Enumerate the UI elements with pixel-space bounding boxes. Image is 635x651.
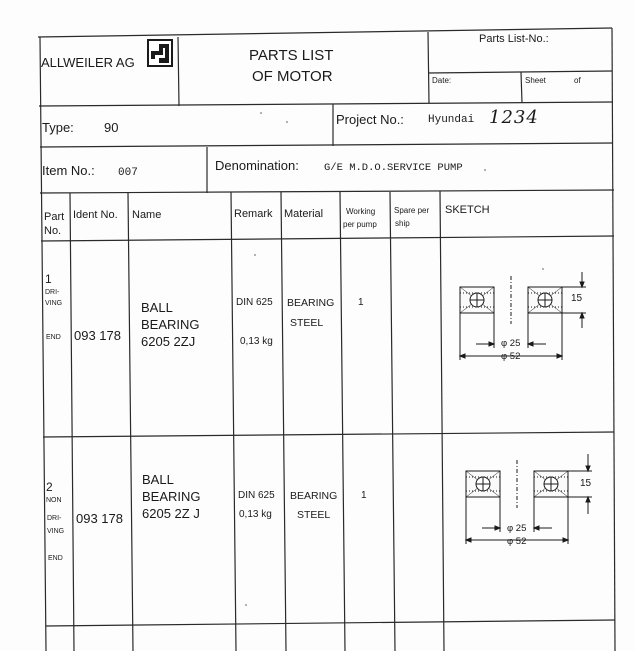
col-part-no-line1: Part	[44, 211, 65, 223]
col-spare-line1: Spare per	[394, 206, 430, 215]
row1-material-line1: BEARING	[287, 297, 335, 309]
row1-part-no: 1	[45, 272, 52, 286]
row2-material-line2: STEEL	[297, 509, 331, 521]
col-sketch: SKETCH	[445, 204, 490, 216]
type-label: Type:	[42, 120, 74, 135]
row2-material-line1: BEARING	[290, 490, 338, 502]
row2-ident-no: 093 178	[76, 511, 123, 526]
col-working-line2: per pump	[343, 220, 377, 229]
allweiler-logo	[147, 39, 173, 67]
scan-speck	[245, 604, 247, 606]
row2-working: 1	[361, 490, 367, 501]
project-no-value: Hyundai	[428, 114, 475, 126]
parts-list-no-label: Parts List-No.:	[479, 33, 549, 45]
row2-sketch-inner-diameter: φ 25	[507, 523, 527, 534]
denomination-label: Denomination:	[215, 158, 299, 173]
scan-speck	[286, 121, 288, 123]
item-no-value: 007	[118, 167, 138, 179]
col-ident-no: Ident No.	[73, 209, 118, 221]
col-working-line1: Working	[346, 207, 376, 216]
denomination-value: G/E M.D.O.SERVICE PUMP	[324, 162, 463, 174]
row2-remark-line1: DIN 625	[238, 490, 275, 501]
row2-remark-line2: 0,13 kg	[239, 509, 272, 520]
col-material: Material	[284, 208, 324, 220]
row1-name-line3: 6205 2ZJ	[141, 334, 196, 349]
row1-side-line1: DRI-	[45, 289, 60, 296]
of-label: of	[574, 76, 581, 85]
scan-speck	[254, 254, 256, 256]
sheet-label: Sheet	[525, 76, 546, 85]
scan-speck	[484, 169, 486, 171]
col-name: Name	[132, 209, 162, 221]
document-title-line2: OF MOTOR	[252, 68, 333, 85]
row1-material-line2: STEEL	[290, 317, 324, 329]
col-spare-line2: ship	[395, 219, 410, 228]
row1-remark-line1: DIN 625	[236, 297, 273, 308]
row2-name-line1: BALL	[142, 472, 174, 487]
row2-sketch-outer-diameter: φ 52	[507, 536, 527, 547]
row1-side-line3: END	[46, 334, 61, 341]
row1-sketch-outer-diameter: φ 52	[501, 351, 521, 362]
row1-name-line2: BEARING	[141, 317, 200, 332]
project-no-handwritten: 1234	[489, 107, 539, 128]
row1-name-line1: BALL	[141, 300, 173, 315]
row1-side-line2: VING	[45, 300, 63, 307]
project-no-label: Project No.:	[336, 112, 404, 127]
row2-name-line2: BEARING	[142, 489, 201, 504]
col-part-no-line2: No.	[44, 225, 62, 237]
row1-ident-no: 093 178	[74, 328, 121, 343]
row2-bearing-sketch	[462, 448, 602, 558]
row2-side-line4: END	[48, 555, 63, 562]
scan-speck	[542, 268, 544, 270]
row2-side-line3: VING	[47, 528, 65, 535]
row2-side-line1: NON	[46, 497, 62, 504]
row2-part-no: 2	[46, 480, 53, 494]
document-title-line1: PARTS LIST	[249, 47, 334, 64]
scan-speck	[260, 112, 262, 114]
date-label: Date:	[432, 76, 452, 85]
item-no-label: Item No.:	[42, 163, 95, 178]
type-value: 90	[104, 120, 119, 135]
row1-sketch-inner-diameter: φ 25	[501, 338, 521, 349]
col-remark: Remark	[234, 208, 273, 220]
row2-sketch-width-label: 15	[580, 478, 592, 489]
row1-sketch-width-label: 15	[571, 293, 583, 304]
row1-bearing-sketch	[456, 264, 596, 374]
row2-side-line2: DRI-	[47, 515, 62, 522]
row1-working: 1	[358, 297, 364, 308]
company-name: ALLWEILER AG	[41, 55, 135, 70]
row1-remark-line2: 0,13 kg	[240, 336, 273, 347]
row2-name-line3: 6205 2Z J	[142, 506, 200, 521]
